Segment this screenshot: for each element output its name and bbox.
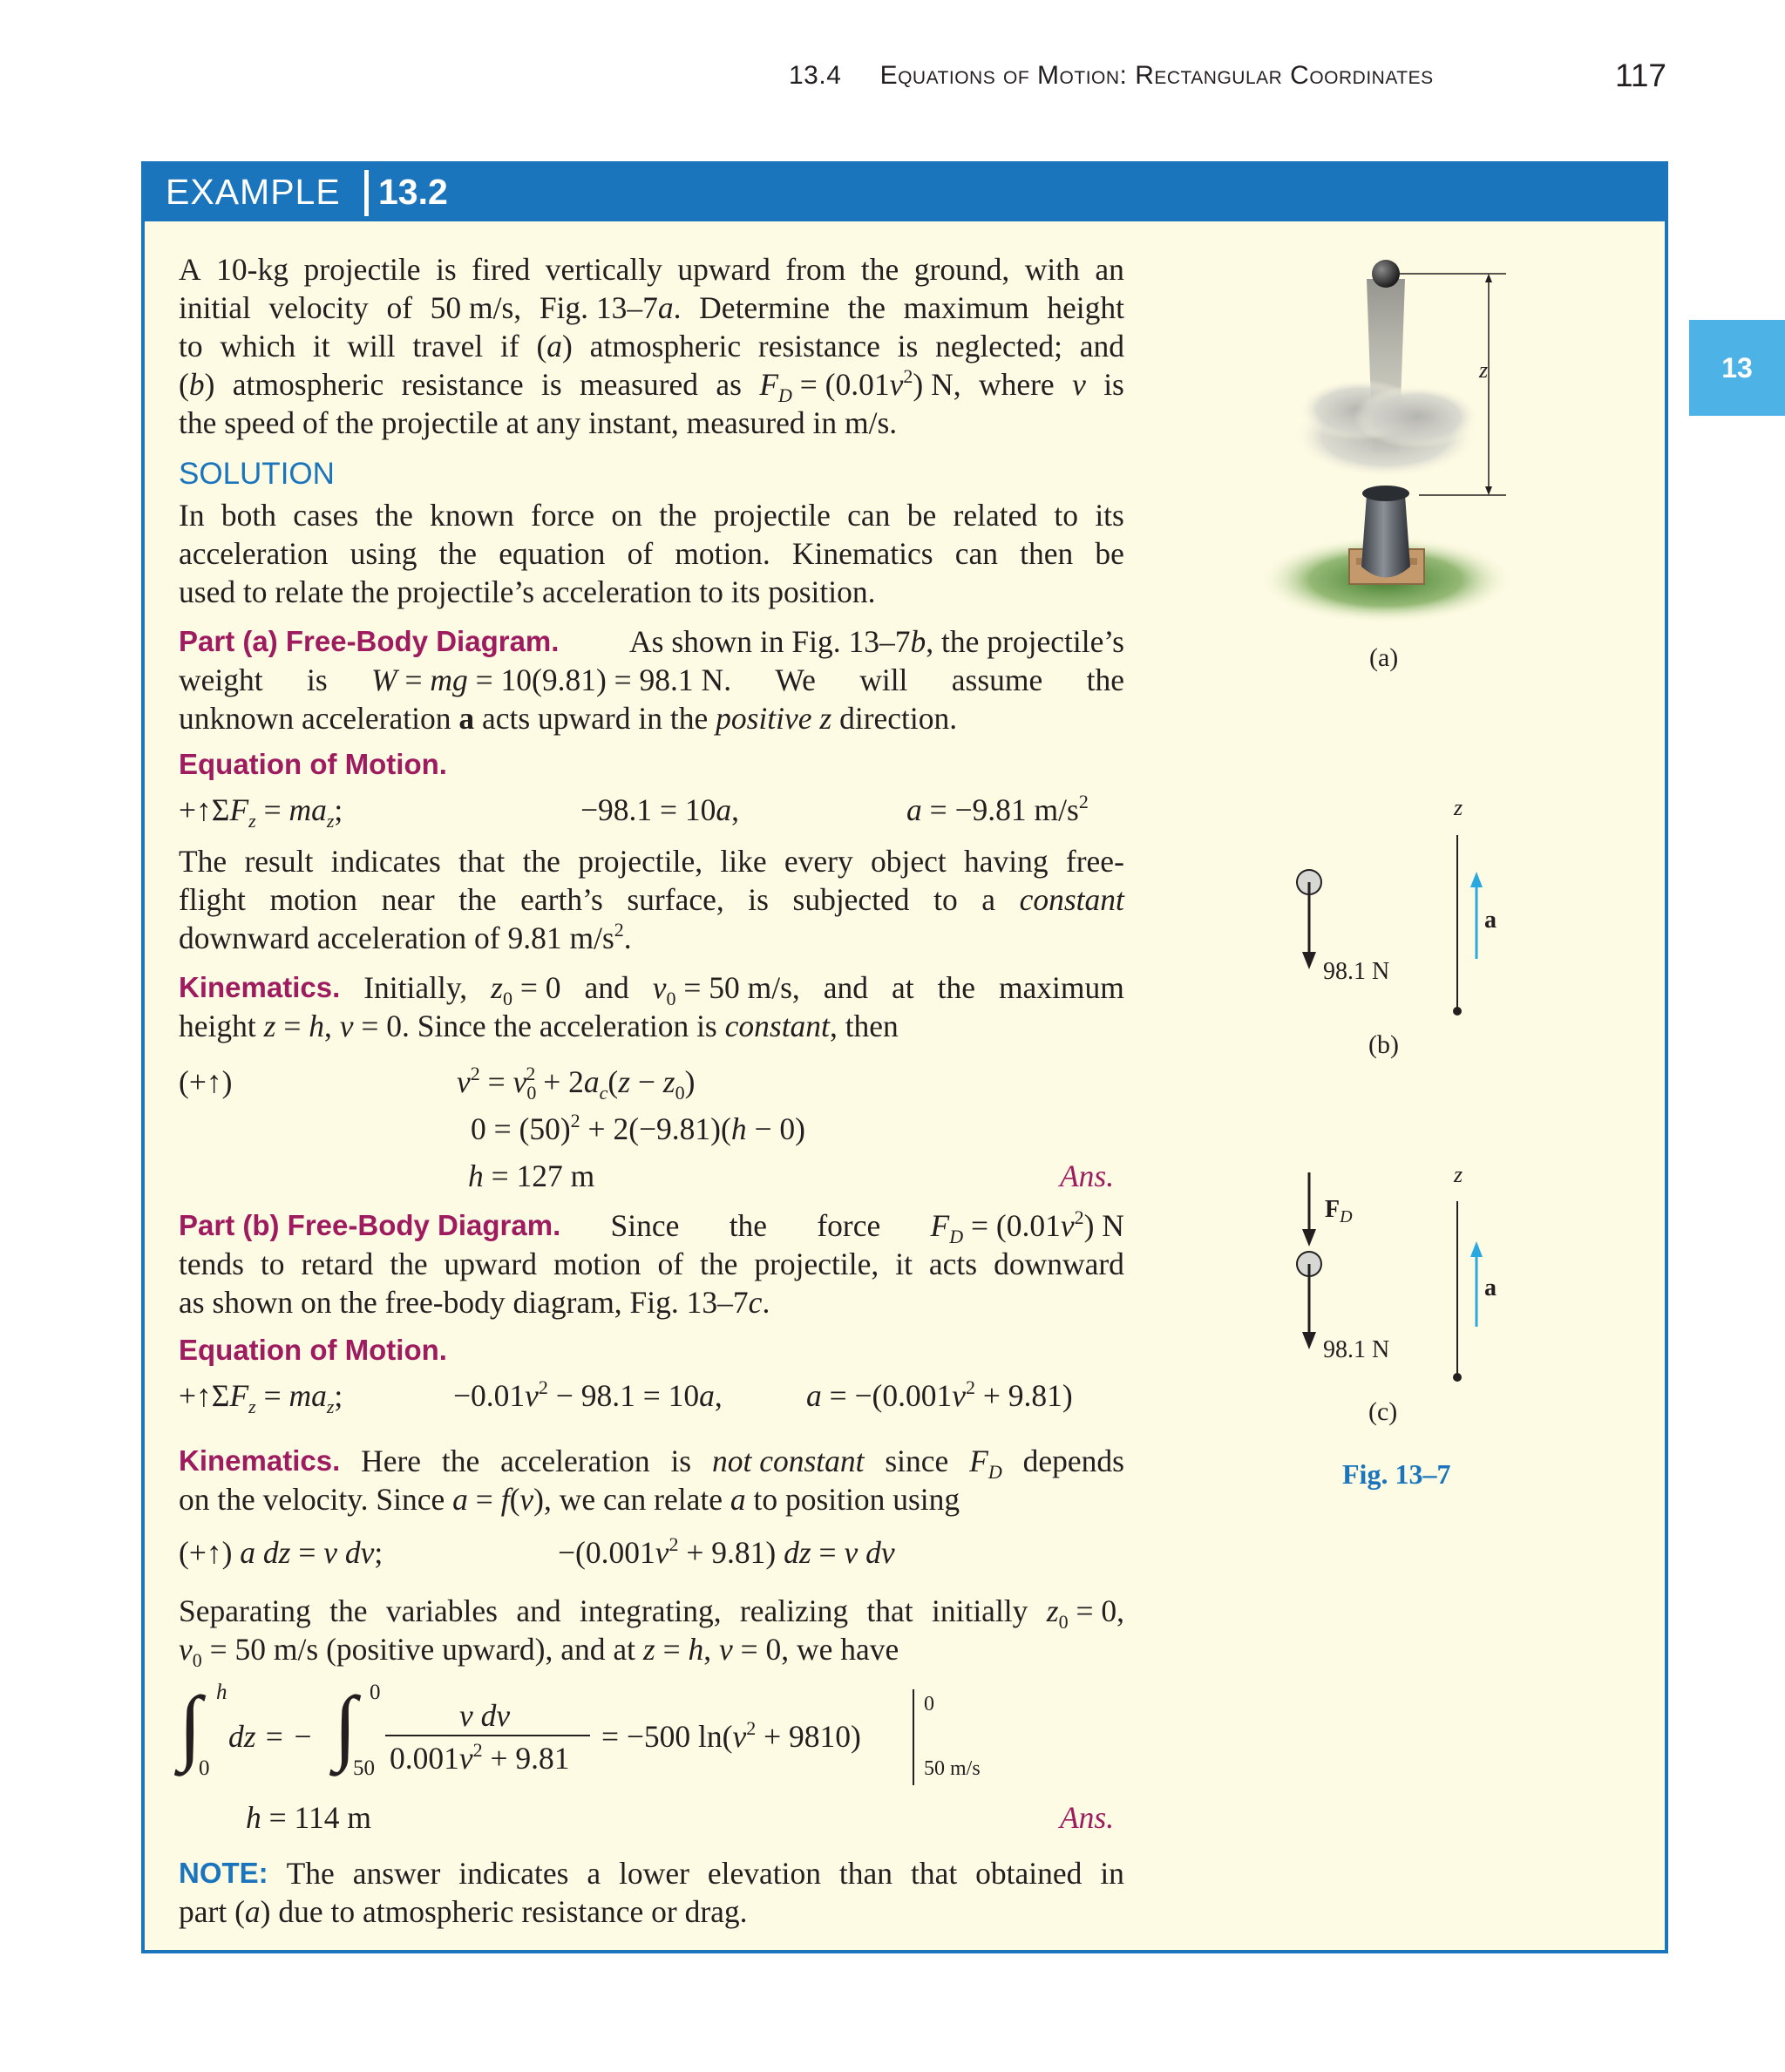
part-b-kin-eq1-left: (+↑) a dz = v dv; bbox=[179, 1535, 383, 1570]
text-line: In both cases the known force on the projectile can be related to its bbox=[179, 498, 1124, 533]
section-number: 13.4 bbox=[789, 61, 842, 90]
text-line: Kinematics. Here the acceleration is not constant since $F_D$ depends bbox=[179, 1444, 1124, 1483]
part-b-eom-law: $+↑\Sigma F_z = ma_z$; bbox=[179, 1378, 343, 1417]
text-line: Kinematics. Initially, $z_0 = 0$ and $v_0 = 50$ m/s, and at the maximum bbox=[179, 970, 1124, 1009]
panel-a-axis-label: z bbox=[1479, 357, 1489, 383]
integral-sign-rhs: ∫ bbox=[334, 1679, 357, 1772]
panel-c-weight-label: 98.1 N bbox=[1323, 1336, 1390, 1363]
panel-c-axis-label: z bbox=[1454, 1162, 1463, 1187]
panel-c-accel-label: a bbox=[1484, 1274, 1497, 1301]
integral-lhs-lower: 0 bbox=[199, 1756, 210, 1780]
text-line: acceleration using the equation of motion. Kinematics can then be bbox=[179, 536, 1124, 571]
text-line: initial velocity of 50 m/s, Fig. 13–7a. Determine the maximum height bbox=[179, 290, 1124, 325]
part-a-eom-law: $+↑\Sigma F_z = ma_z$; bbox=[179, 792, 343, 832]
integral-lhs-integrand: dz = − bbox=[228, 1719, 314, 1754]
panel-a-label: (a) bbox=[1369, 643, 1399, 672]
part-b-eom-heading: Equation of Motion. bbox=[179, 1334, 447, 1366]
text-line: (b) atmospheric resistance is measured as $F_D = (0.01v^2)$ N, where v is bbox=[179, 365, 1124, 406]
part-b-kin-heading: Kinematics. bbox=[179, 1444, 341, 1477]
part-a-kin-eq2: $0 = (50)^2 + 2(-9.81)(h - 0)$ bbox=[471, 1110, 805, 1146]
panel-b-fbd bbox=[1297, 835, 1483, 1016]
integral-rhs-lower: 50 bbox=[353, 1756, 375, 1780]
part-b-eom-result: $a = -(0.001v^2 + 9.81)$ bbox=[806, 1376, 1073, 1413]
part-a-kin-eq3: h = 127 m bbox=[468, 1158, 595, 1193]
panel-b-weight-label: 98.1 N bbox=[1323, 958, 1390, 985]
text-line: A 10-kg projectile is fired vertically upward from the ground, with an bbox=[179, 252, 1124, 287]
page-number: 117 bbox=[1615, 58, 1666, 93]
drag-label-sub: D bbox=[1340, 1207, 1353, 1226]
part-a-kin-heading: Kinematics. bbox=[179, 971, 341, 1003]
panel-b-axis-label: z bbox=[1454, 795, 1463, 820]
integral-numerator: v dv bbox=[459, 1698, 511, 1733]
text-line: the speed of the projectile at any instant, measured in m/s. bbox=[179, 405, 898, 440]
panel-c-drag-label bbox=[1325, 1196, 1353, 1227]
projectile-ball bbox=[1372, 260, 1400, 288]
text-line: on the velocity. Since a = f(v), we can relate a to position using bbox=[179, 1482, 960, 1517]
chapter-tab: 13 bbox=[1689, 320, 1785, 416]
cannon-barrel bbox=[1361, 495, 1410, 578]
note-label: NOTE: bbox=[179, 1857, 268, 1889]
text-line: flight motion near the earth’s surface, is subjected to a constant bbox=[179, 882, 1124, 917]
text-line: tends to retard the upward motion of the projectile, it acts downward bbox=[179, 1247, 1124, 1281]
text-line: height z = h, v = 0. Since the acceleration is constant, then bbox=[179, 1009, 899, 1043]
section-title: Equations of Motion: Rectangular Coordinates bbox=[879, 61, 1434, 90]
solution-heading: SOLUTION bbox=[179, 457, 335, 491]
panel-b-accel-label: a bbox=[1484, 907, 1497, 934]
part-a-fbd-heading: Part (a) Free-Body Diagram. bbox=[179, 625, 560, 657]
figure-caption: Fig. 13–7 bbox=[1342, 1458, 1451, 1490]
text-line: part (a) due to atmospheric resistance or drag. bbox=[179, 1894, 748, 1929]
integral-lhs-upper: h bbox=[216, 1681, 227, 1704]
part-b-fbd-heading: Part (b) Free-Body Diagram. bbox=[179, 1209, 561, 1241]
part-b-final: h = 114 m bbox=[246, 1800, 371, 1835]
panel-a-illustration bbox=[1259, 260, 1512, 623]
text-line: Part (a) Free-Body Diagram. As shown in Fig. 13–7b, the projectile’s bbox=[179, 624, 1124, 659]
part-a-kin-eq1: $v^2 = v_0^2 + 2a_c(z - z_0)$ bbox=[457, 1063, 696, 1104]
part-b-kin-eq1-right: $-(0.001v^2 + 9.81)$ dz = v dv bbox=[558, 1533, 895, 1570]
text-line: to which it will travel if (a) atmospheric resistance is neglected; and bbox=[179, 329, 1124, 363]
part-b-eom-substitution: $-0.01v^2 - 98.1 = 10a$, bbox=[453, 1376, 723, 1413]
integral-denominator: $0.001v^2 + 9.81$ bbox=[390, 1739, 570, 1776]
integral-result: = −500 $\ln(v^2 + 9810)$ bbox=[601, 1717, 861, 1754]
part-a-eom-heading: Equation of Motion. bbox=[179, 748, 447, 780]
text-line: $v_0 = 50$ m/s (positive upward), and at z = h, v = 0, we have bbox=[179, 1632, 899, 1671]
example-number: 13.2 bbox=[378, 172, 448, 212]
panel-b-label: (b) bbox=[1368, 1030, 1399, 1059]
part-a-kin-sign: (+↑) bbox=[179, 1064, 233, 1099]
panel-c-label: (c) bbox=[1368, 1397, 1398, 1426]
integral-rhs-upper: 0 bbox=[370, 1681, 381, 1704]
text-line: The result indicates that the projectile, like every object having free- bbox=[179, 844, 1124, 879]
text-line: unknown acceleration a acts upward in the positive z direction. bbox=[179, 701, 958, 736]
part-a-eom-result: a = −9.81 $m/s^2$ bbox=[906, 791, 1089, 827]
integral-sign-lhs: ∫ bbox=[179, 1679, 202, 1772]
part-a-eom-substitution: −98.1 = 10a, bbox=[580, 792, 740, 827]
drag-label-F: F bbox=[1325, 1196, 1340, 1223]
eval-lower: 50 m/s bbox=[924, 1757, 981, 1780]
text-line: downward acceleration of 9.81 $m/s^2$. bbox=[179, 919, 632, 955]
text-line: Part (b) Free-Body Diagram. Since the force $F_D = (0.01v^2)$ N bbox=[179, 1206, 1124, 1247]
text-line: Separating the variables and integrating, realizing that initially $z_0 = 0$, bbox=[179, 1593, 1124, 1633]
text-line: weight is W = mg = 10(9.81) = 98.1 N. We will assume the bbox=[179, 662, 1124, 697]
text-line: NOTE: The answer indicates a lower elevation than that obtained in bbox=[179, 1856, 1124, 1891]
eval-upper: 0 bbox=[924, 1693, 934, 1715]
example-label: EXAMPLE bbox=[166, 172, 341, 212]
part-a-ans: Ans. bbox=[1060, 1158, 1115, 1193]
text-line: used to relate the projectile’s acceleration to its position. bbox=[179, 574, 876, 609]
text-line: as shown on the free-body diagram, Fig. 13–7c. bbox=[179, 1285, 770, 1320]
part-b-ans: Ans. bbox=[1060, 1800, 1115, 1835]
